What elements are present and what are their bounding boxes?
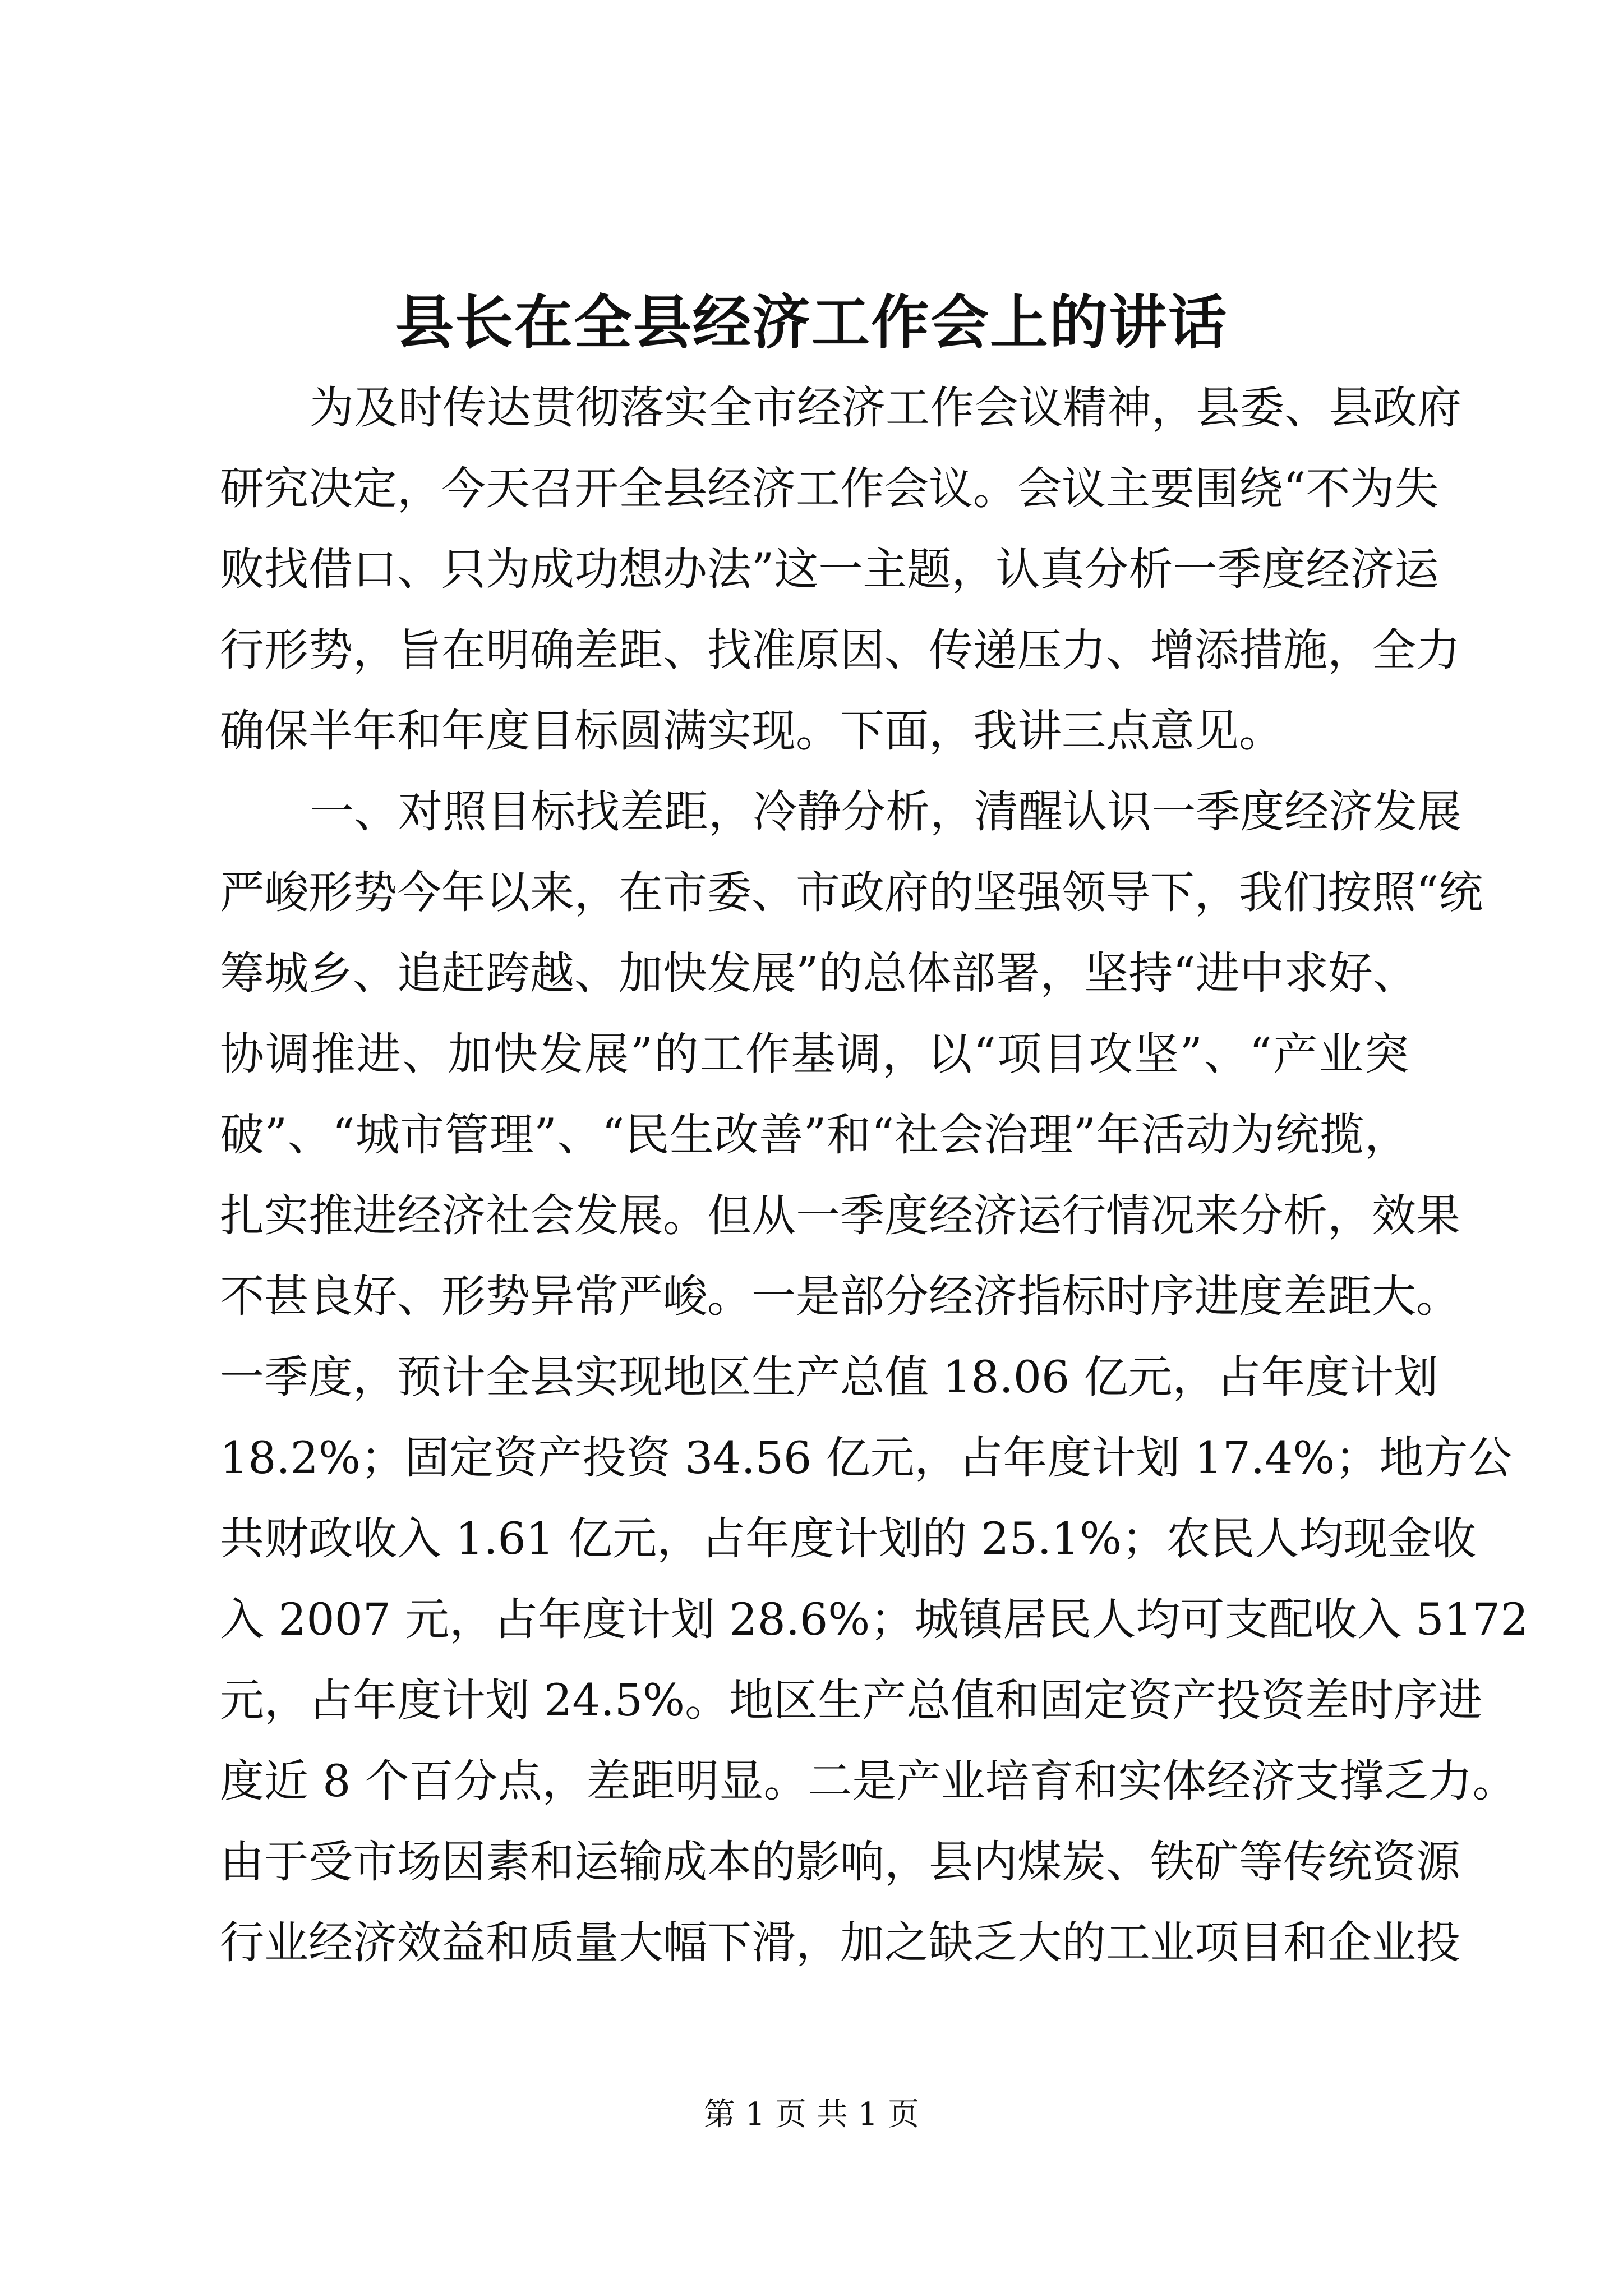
- body-line: 协调推进、加快发展”的工作基调，以“项目攻坚”、“产业突: [220, 1028, 1409, 1080]
- body-line: 18.2%；固定资产投资 34.56 亿元，占年度计划 17.4%；地方公: [220, 1432, 1513, 1484]
- body-line: 破”、“城市管理”、“民生改善”和“社会治理”年活动为统揽，: [220, 1109, 1409, 1161]
- body-line: 一季度，预计全县实现地区生产总值 18.06 亿元，占年度计划: [220, 1351, 1438, 1403]
- body-line: 败找借口、只为成功想办法”这一主题，认真分析一季度经济运: [220, 544, 1439, 595]
- body-line: 为及时传达贯彻落实全市经济工作会议精神，县委、县政府: [310, 382, 1461, 434]
- body-line: 筹城乡、追赶跨越、加快发展”的总体部署，坚持“进中求好、: [220, 947, 1417, 999]
- body-line: 度近 8 个百分点，差距明显。二是产业培育和实体经济支撑乏力。: [220, 1755, 1517, 1807]
- body-line: 不甚良好、形势异常严峻。一是部分经济指标时序进度差距大。: [220, 1271, 1460, 1322]
- body-line: 扎实推进经济社会发展。但从一季度经济运行情况来分析，效果: [220, 1190, 1460, 1241]
- body-line: 共财政收入 1.61 亿元，占年度计划的 25.1%；农民人均现金收: [220, 1513, 1477, 1565]
- body-line: 由于受市场因素和运输成本的影响，县内煤炭、铁矿等传统资源: [220, 1836, 1460, 1888]
- body-line: 研究决定，今天召开全县经济工作会议。会议主要围绕“不为失: [220, 463, 1439, 514]
- body-line: 一、对照目标找差距，冷静分析，清醒认识一季度经济发展: [310, 786, 1461, 838]
- document-title: 县长在全县经济工作会上的讲话: [395, 288, 1228, 357]
- body-line: 元，占年度计划 24.5%。地区生产总值和固定资产投资差时序进: [220, 1674, 1483, 1726]
- document-body: [220, 367, 1529, 1983]
- body-line: 行业经济效益和质量大幅下滑，加之缺乏大的工业项目和企业投: [220, 1917, 1460, 1968]
- page-footer: 第 1 页 共 1 页: [703, 2096, 920, 2133]
- body-line: 行形势，旨在明确差距、找准原因、传递压力、增添措施，全力: [220, 624, 1460, 676]
- body-line: 入 2007 元，占年度计划 28.6%；城镇居民人均可支配收入 5172: [220, 1594, 1529, 1645]
- body-line: 严峻形势今年以来，在市委、市政府的坚强领导下，我们按照“统: [220, 867, 1483, 918]
- body-line: 确保半年和年度目标圆满实现。下面，我讲三点意见。: [220, 705, 1283, 757]
